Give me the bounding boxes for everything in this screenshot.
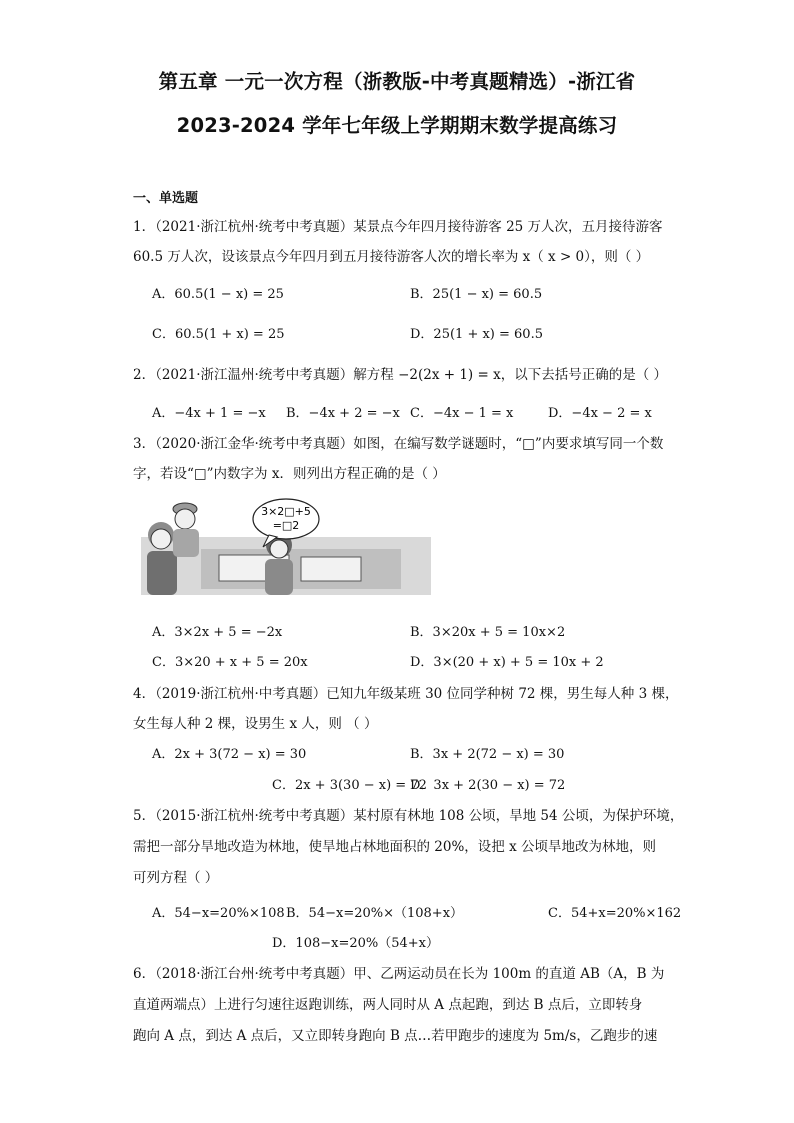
- q1-line2: 60.5 万人次，设该景点今年四月到五月接待游客人次的增长率为 x（ x > 0），则（ ）: [133, 249, 650, 265]
- q5-line2: 需把一部分旱地改造为林地，使旱地占林地面积的 20%，设把 x 公顷旱地改为林地，则: [133, 839, 656, 855]
- q1-option-c[interactable]: C．60.5(1 + x) = 25: [152, 327, 285, 342]
- q1-option-a[interactable]: A．60.5(1 − x) = 25: [152, 287, 284, 302]
- doc-title-line2: 2023-2024 学年七年级上学期期末数学提高练习: [176, 114, 618, 137]
- section-heading: 一、单选题: [133, 191, 199, 206]
- q4-line2: 女生每人种 2 棵，设男生 x 人，则 （ ）: [133, 716, 378, 732]
- q2-option-c[interactable]: C．−4x − 1 = x: [410, 406, 514, 421]
- q3-line1: 3．（2020·浙江金华·统考中考真题）如图，在编写数学谜题时，“□”内要求填写同一个数: [133, 436, 664, 452]
- q5-line1: 5．（2015·浙江杭州·统考中考真题）某村原有林地 108 公顷，旱地 54 公顷，为保护环境，: [133, 808, 684, 824]
- q3-line2: 字，若设“□”内数字为 x．则列出方程正确的是（ ）: [133, 466, 446, 482]
- bubble-line1: 3×2□+5: [261, 505, 311, 518]
- q5-option-b[interactable]: B．54−x=20%×（108+x）: [286, 906, 464, 921]
- q4-option-b[interactable]: B．3x + 2(72 − x) = 30: [410, 747, 565, 762]
- q2-option-b[interactable]: B．−4x + 2 = −x: [286, 406, 400, 421]
- q5-option-c[interactable]: C．54+x=20%×162: [548, 906, 682, 921]
- q1-line1: 1．（2021·浙江杭州·统考中考真题）某景点今年四月接待游客 25 万人次，五月接待游客: [133, 219, 663, 235]
- q5-option-a[interactable]: A．54−x=20%×108: [152, 906, 285, 921]
- q5-line3: 可列方程（ ）: [133, 870, 219, 886]
- q6-line2: 直道两端点）上进行匀速往返跑训练，两人同时从 A 点起跑，到达 B 点后，立即转身: [133, 997, 643, 1013]
- q2-line1: 2．（2021·浙江温州·统考中考真题）解方程 −2(2x + 1) = x，以下去括号正确的是（ ）: [133, 367, 667, 383]
- q3-option-c[interactable]: C．3×20 + x + 5 = 20x: [152, 655, 308, 670]
- q4-line1: 4．（2019·浙江杭州·中考真题）已知九年级某班 30 位同学种树 72 棵，男生每人种 3 棵，: [133, 686, 679, 702]
- q4-option-c[interactable]: C．2x + 3(30 − x) = 72: [272, 778, 427, 793]
- q2-option-a[interactable]: A．−4x + 1 = −x: [152, 406, 266, 421]
- q6-line1: 6．（2018·浙江台州·统考中考真题）甲、乙两运动员在长为 100m 的直道 AB（A，B 为: [133, 966, 665, 982]
- q3-option-d[interactable]: D．3×(20 + x) + 5 = 10x + 2: [410, 655, 604, 670]
- q3-option-a[interactable]: A．3×2x + 5 = −2x: [152, 625, 283, 640]
- q4-option-a[interactable]: A．2x + 3(72 − x) = 30: [152, 747, 307, 762]
- q1-option-d[interactable]: D．25(1 + x) = 60.5: [410, 327, 543, 342]
- q5-option-d[interactable]: D．108−x=20%（54+x）: [272, 936, 440, 951]
- q2-option-d[interactable]: D．−4x − 2 = x: [548, 406, 652, 421]
- q3-option-b[interactable]: B．3×20x + 5 = 10x×2: [410, 625, 566, 640]
- q4-option-d[interactable]: D．3x + 2(30 − x) = 72: [410, 778, 566, 793]
- bubble-line2: =□2: [272, 519, 300, 532]
- q6-line3: 跑向 A 点，到达 A 点后，又立即转身跑向 B 点…若甲跑步的速度为 5m/s，乙跑步的速: [133, 1028, 658, 1044]
- classroom-illustration: [141, 497, 431, 595]
- doc-title-line1: 第五章 一元一次方程（浙教版-中考真题精选）-浙江省: [158, 70, 636, 93]
- q1-option-b[interactable]: B．25(1 − x) = 60.5: [410, 287, 543, 302]
